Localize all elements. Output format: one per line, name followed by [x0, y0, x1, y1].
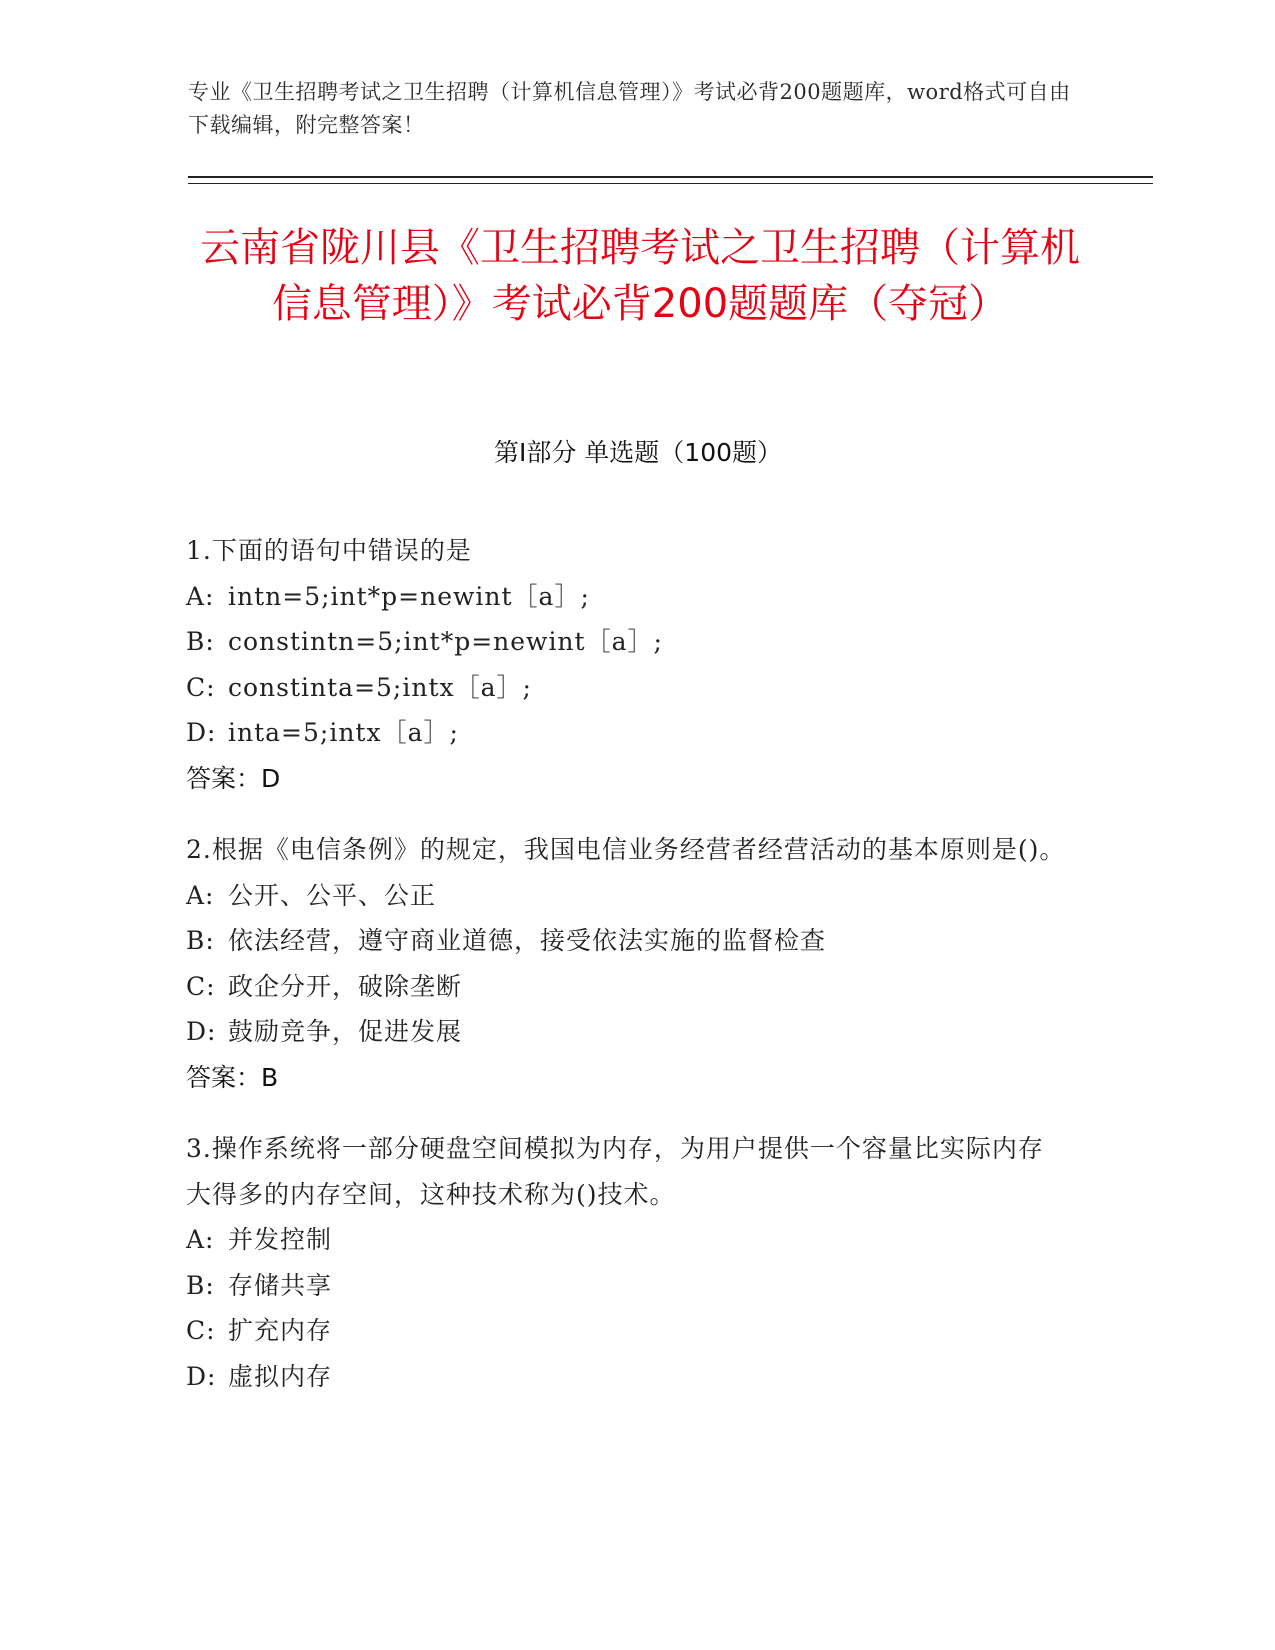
question-list	[186, 528, 1066, 1425]
option-a	[186, 873, 1066, 919]
question-3	[186, 1126, 1066, 1399]
answer-line: 答案：D	[186, 763, 281, 793]
option-letter: A:	[186, 581, 215, 611]
option-letter: C:	[186, 672, 216, 702]
option-letter: B:	[186, 1270, 215, 1300]
question-stem: 1.下面的语句中错误的是	[186, 536, 472, 565]
header-divider-thin	[188, 183, 1153, 184]
option-text: 依法经营，遵守商业道德，接受依法实施的监督检查	[228, 926, 827, 955]
option-b	[186, 918, 1066, 964]
option-d	[186, 710, 1066, 756]
option-b	[186, 619, 1066, 665]
option-d	[186, 1009, 1066, 1055]
option-text: 存储共享	[228, 1270, 333, 1300]
option-c	[186, 1308, 1066, 1354]
option-b	[186, 1263, 1066, 1309]
answer-line: 答案：B	[186, 1062, 279, 1092]
option-letter: D:	[186, 1361, 217, 1391]
question-stem: 2.根据《电信条例》的规定，我国电信业务经营者经营活动的基本原则是()。	[186, 835, 1066, 864]
option-text: 公开、公平、公正	[228, 880, 437, 910]
option-letter: A:	[186, 880, 215, 910]
option-letter: D:	[186, 718, 217, 747]
option-d	[186, 1354, 1066, 1400]
option-a	[186, 574, 1066, 620]
section-heading: 第Ⅰ部分 单选题（100题）	[493, 438, 783, 467]
option-text: 虚拟内存	[228, 1361, 333, 1391]
option-c	[186, 665, 1066, 711]
option-text: constinta=5;intx［a］;	[228, 672, 532, 702]
option-letter: B:	[186, 627, 215, 656]
option-text: 政企分开，破除垄断	[228, 971, 463, 1001]
option-text: inta=5;intx［a］;	[228, 718, 459, 747]
question-1	[186, 528, 1066, 801]
option-letter: C:	[186, 1316, 216, 1345]
option-text: constintn=5;int*p=newint［a］;	[228, 627, 663, 656]
option-text: 并发控制	[228, 1225, 333, 1254]
option-letter: A:	[186, 1225, 215, 1254]
option-letter: B:	[186, 926, 215, 955]
option-c	[186, 964, 1066, 1010]
header-divider-thick	[188, 176, 1153, 178]
option-letter: D:	[186, 1017, 217, 1046]
option-text: 鼓励竞争，促进发展	[228, 1017, 463, 1046]
question-stem: 3.操作系统将一部分硬盘空间模拟为内存，为用户提供一个容量比实际内存大得多的内存空间，这种技术称为()技术。	[186, 1134, 1044, 1209]
option-text: intn=5;int*p=newint［a］;	[228, 581, 590, 611]
header-note: 专业《卫生招聘考试之卫生招聘（计算机信息管理）》考试必背200题题库，word格式可自由下载编辑，附完整答案！	[188, 80, 1071, 137]
option-text: 扩充内存	[228, 1316, 333, 1345]
option-a	[186, 1217, 1066, 1263]
document-title: 云南省陇川县《卫生招聘考试之卫生招聘（计算机信息管理）》考试必背200题题库（夺冠）	[200, 225, 1080, 327]
option-letter: C:	[186, 971, 216, 1001]
question-2	[186, 827, 1066, 1100]
